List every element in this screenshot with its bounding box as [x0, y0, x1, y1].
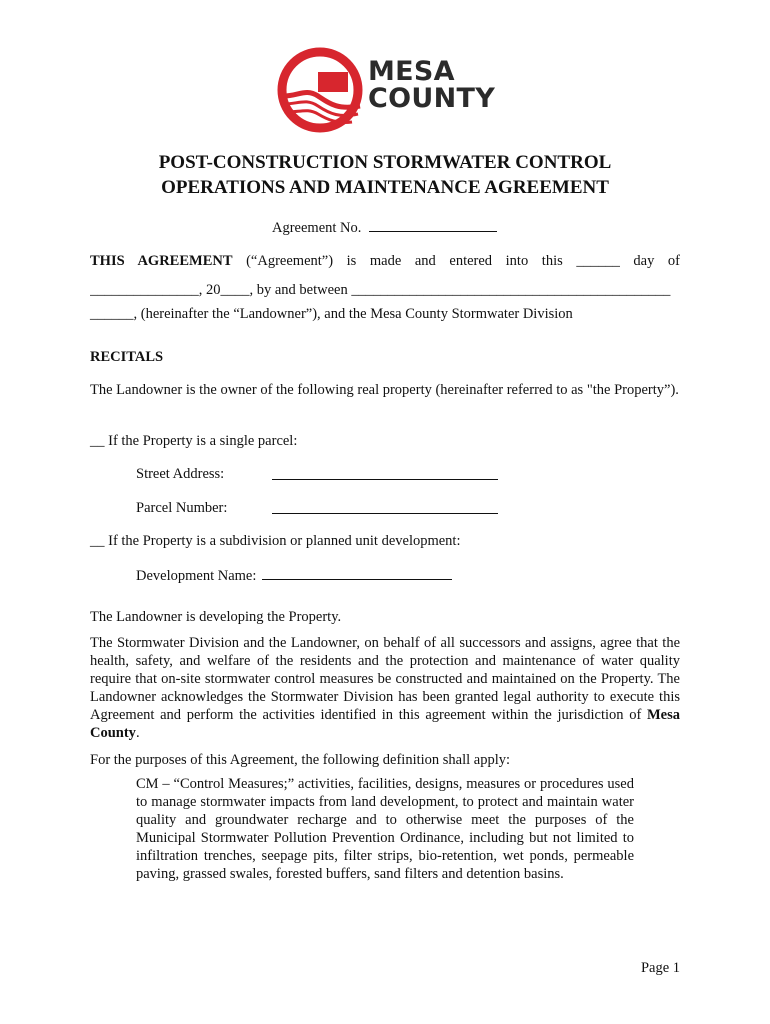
subdivision-option: __ If the Property is a subdivision or planned unit development:: [90, 533, 461, 549]
intro-line-2: _______________, 20____, by and between ____________________________________________: [90, 282, 671, 298]
street-address-blank[interactable]: [272, 466, 498, 480]
logo-line-2: COUNTY: [368, 83, 496, 114]
title-line-1: POST-CONSTRUCTION STORMWATER CONTROL: [158, 152, 612, 173]
street-address-label: Street Address:: [136, 466, 225, 482]
logo-wordmark: [368, 58, 495, 112]
development-name-field: [136, 566, 452, 585]
main-paragraph-text: The Stormwater Division and the Landowner, on behalf of all successors and assigns, agree that the health, safety, and welfare of the residents and the protection and maintenance of water quality require that on-site stormwater control measures be constructed and maintained on the Property. The Landowner acknowledges the Stormwater Division has been granted legal authority to execute this Agreement and perform the activities identified in this agreement within the jurisdiction of: [90, 635, 680, 723]
recitals-heading: RECITALS: [90, 349, 164, 365]
mesa-county-emblem-icon: [276, 44, 366, 140]
development-name-label: Development Name:: [136, 568, 257, 584]
page-number: Page 1: [640, 960, 680, 976]
main-paragraph: [90, 634, 680, 742]
main-paragraph-jurisdiction: Mesa County: [90, 707, 680, 741]
main-paragraph-end: .: [135, 725, 140, 741]
single-parcel-option: __ If the Property is a single parcel:: [90, 433, 298, 449]
intro-rest: (“Agreement”) is made and entered into this ______ day of: [232, 253, 681, 269]
intro-line-3: [90, 305, 690, 323]
intro-lead: THIS AGREEMENT: [90, 253, 233, 269]
parcel-number-label: Parcel Number:: [136, 500, 228, 516]
cm-definition: CM – “Control Measures;” activities, facilities, designs, measures or procedures used to manage stormwater impacts from land development, to protect and maintain water quality and groundwater recharge and to otherwise meet the purposes of the Municipal Stormwater Pollution Prevention Ordinance, including but not limited to infiltration trenches, seepage pits, filter strips, bio-retention, wet ponds, permeable paving, grassed swales, forested buffers, sand filters and detention basins.: [136, 776, 634, 882]
definition-intro: For the purposes of this Agreement, the following definition shall apply:: [90, 752, 511, 768]
recitals-paragraph: The Landowner is the owner of the following real property (hereinafter referred to as "the Property”).: [90, 382, 679, 398]
mesa-county-logo: [276, 44, 498, 140]
title-line-2: OPERATIONS AND MAINTENANCE AGREEMENT: [161, 177, 609, 198]
developing-statement: The Landowner is developing the Property.: [90, 609, 342, 625]
parcel-number-blank[interactable]: [272, 500, 498, 514]
intro-line-3-text: , (hereinafter the “Landowner”), and the Mesa County Stormwater Division: [133, 306, 573, 322]
development-name-blank[interactable]: [262, 566, 452, 580]
intro-line-1: [90, 252, 680, 270]
logo-line-1: MESA: [368, 56, 455, 87]
agreement-number: [272, 218, 497, 237]
intro-line-3-blank: ______: [90, 306, 134, 322]
agreement-number-blank[interactable]: [369, 218, 497, 232]
agreement-number-label: Agreement No.: [272, 220, 362, 236]
document-title: [0, 150, 770, 200]
